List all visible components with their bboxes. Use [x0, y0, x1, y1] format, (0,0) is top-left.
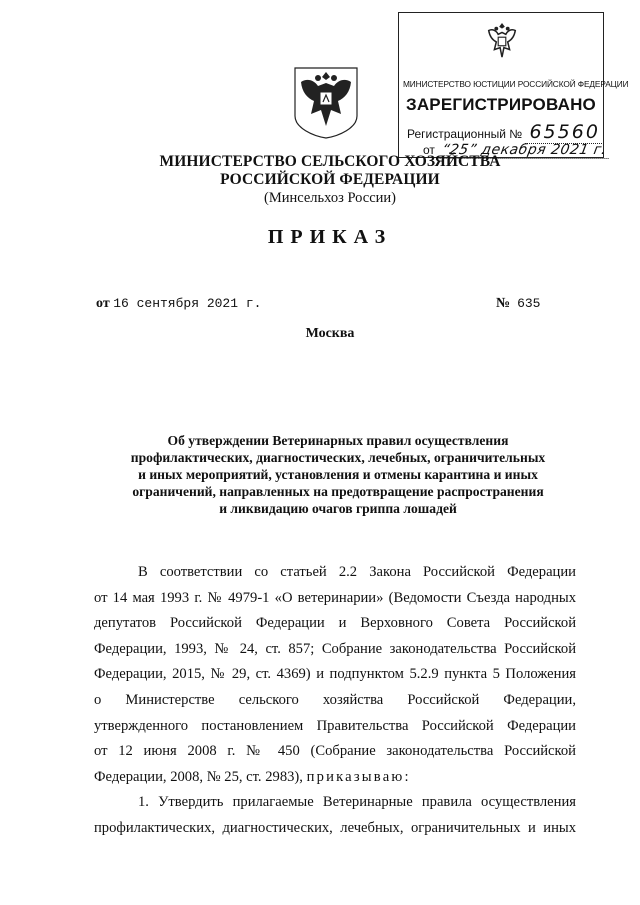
body-line: от 14 мая 1993 г. № 4979-1 «О ветеринарии» (Ведомости Съезда народных — [94, 589, 576, 606]
body-line: 1. Утвердить прилагаемые Ветеринарные правила осуществления — [138, 794, 576, 811]
subject-line: ограничений, направленных на предотвращение распространения — [132, 484, 544, 499]
ministry-short-name: (Минсельхоз России) — [264, 190, 396, 206]
order-number-value: 635 — [517, 296, 541, 311]
coat-of-arms-icon — [289, 58, 363, 140]
body-line: Федерации, 2015, № 29, ст. 4369) и подпунктом 5.2.9 пункта 5 Положения — [94, 666, 576, 683]
order-date-label: от — [96, 296, 110, 311]
stamp-date-value: “25” декабря 2021 г. — [437, 142, 612, 159]
body-line: профилактических, диагностических, лечебных, ограничительных и иных — [94, 819, 576, 836]
stamp-ministry-name: МИНИСТЕРСТВО ЮСТИЦИИ РОССИЙСКОЙ ФЕДЕРАЦИИ — [403, 79, 629, 89]
order-number-label: № — [496, 296, 511, 311]
order-number — [496, 296, 540, 312]
order-body — [94, 560, 576, 842]
body-line-text: Федерации, 2008, № 25, ст. 2983), — [94, 768, 303, 785]
order-date-value: 16 сентября 2021 г. — [113, 296, 262, 311]
stamp-date-label: от — [423, 143, 435, 157]
subject-line: профилактических, диагностических, лечебных, ограничительных — [130, 450, 546, 465]
ministry-title-line2: РОССИЙСКОЙ ФЕДЕРАЦИИ — [220, 170, 440, 188]
stamp-registered-label: ЗАРЕГИСТРИРОВАНО — [405, 95, 596, 114]
command-word: приказываю: — [306, 768, 411, 785]
document-type-title: ПРИКАЗ — [267, 226, 393, 248]
ministry-title — [0, 153, 640, 188]
body-line-last — [94, 765, 576, 791]
stamp-regnum-label: Регистрационный № — [407, 127, 523, 141]
subject-line: и иных мероприятий, установления и отмены карантина и иных — [138, 467, 538, 482]
item-paragraph — [94, 790, 576, 841]
issue-city: Москва — [305, 326, 355, 341]
ministry-title-line1: МИНИСТЕРСТВО СЕЛЬСКОГО ХОЗЯЙСТВА — [159, 153, 501, 170]
body-line: о Министерстве сельского хозяйства Российской Федерации, — [94, 691, 576, 708]
coat-of-arms-icon — [483, 19, 521, 63]
body-line: Федерации, 1993, № 24, ст. 857; Собрание законодательства Российской — [94, 640, 576, 657]
subject-line: Об утверждении Ветеринарных правил осуществления — [167, 433, 509, 448]
body-line: утвержденного постановлением Правительства Российской Федерации — [94, 717, 576, 734]
preamble-paragraph — [94, 560, 576, 790]
registration-stamp — [398, 12, 629, 158]
body-line: депутатов Российской Федерации и Верховного Совета Российской — [94, 615, 576, 632]
body-line: В соответствии со статьей 2.2 Закона Российской Федерации — [138, 564, 576, 580]
order-subject — [120, 432, 556, 517]
body-line: от 12 июня 2008 г. № 450 (Собрание законодательства Российской — [94, 743, 576, 760]
order-date — [96, 296, 261, 312]
stamp-regnum-value: 65560 — [525, 121, 603, 144]
subject-line: и ликвидацию очагов гриппа лошадей — [219, 501, 457, 516]
stamp-registration-number — [407, 121, 604, 144]
